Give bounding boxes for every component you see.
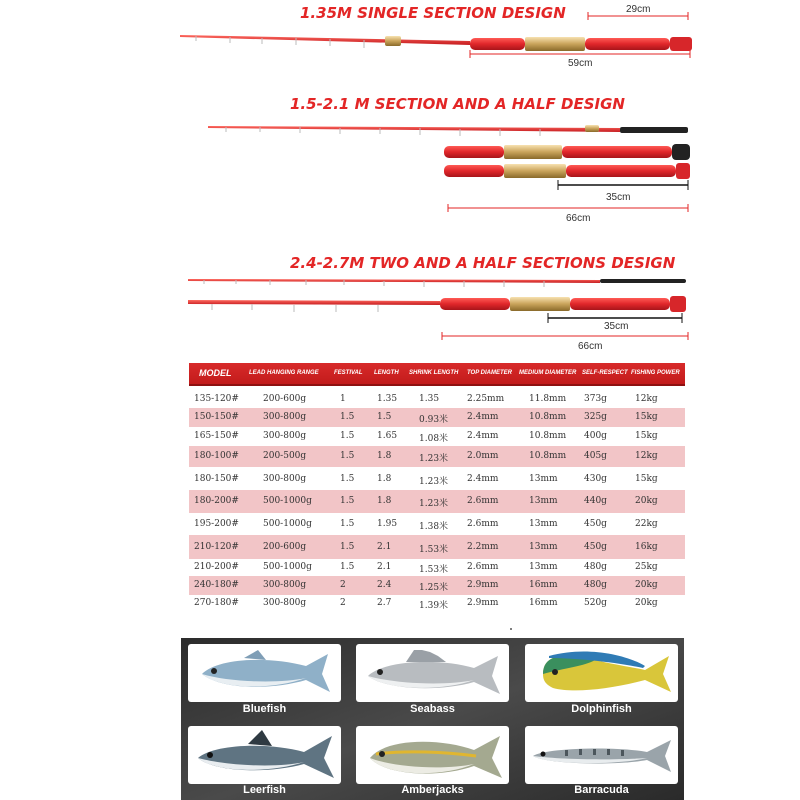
cell-lead-range: 300-800g: [263, 474, 307, 484]
cell-fishing-power: 25kg: [635, 562, 658, 572]
cell-festival: 2: [340, 580, 346, 590]
cell-lead-range: 500-1000g: [263, 562, 312, 572]
cell-self-respect: 450g: [584, 519, 607, 529]
cell-model: 180-100#: [194, 451, 239, 461]
cell-top-diameter: 2.0mm: [467, 451, 499, 461]
fish-card-amberjacks: [356, 726, 509, 784]
cell-medium-diameter: 13mm: [529, 474, 558, 484]
cell-shrink-length: 1.53米: [419, 565, 449, 575]
fish-label-leerfish: Leerfish: [243, 784, 286, 796]
amberjacks-image: [356, 726, 509, 784]
section-1-total-length: 59cm: [568, 58, 593, 69]
cell-festival: 1.5: [340, 412, 355, 422]
cell-fishing-power: 20kg: [635, 580, 658, 590]
table-row: [189, 513, 685, 535]
cell-length: 2.1: [377, 542, 392, 552]
header-length: LENGTH: [374, 370, 399, 376]
table-row: [189, 595, 685, 612]
spec-table-header: [189, 363, 685, 386]
cell-top-diameter: 2.4mm: [467, 412, 499, 422]
header-self-respect: SELF-RESPECT: [582, 370, 628, 376]
cell-self-respect: 325g: [584, 412, 607, 422]
decorative-dot: [510, 628, 512, 630]
cell-festival: 1.5: [340, 519, 355, 529]
cell-festival: 1: [340, 394, 346, 404]
cell-medium-diameter: 13mm: [529, 496, 558, 506]
fish-label-bluefish: Bluefish: [242, 703, 287, 715]
table-row: [189, 576, 685, 595]
cell-top-diameter: 2.9mm: [467, 598, 499, 608]
cell-shrink-length: 1.38米: [419, 522, 449, 532]
rod-diagrams: [0, 0, 800, 360]
cell-fishing-power: 15kg: [635, 474, 658, 484]
cell-model: 240-180#: [194, 580, 239, 590]
section-3-title: 2.4-2.7M TWO AND A HALF SECTIONS DESIGN: [290, 254, 676, 272]
cell-shrink-length: 1.23米: [419, 454, 449, 464]
fish-card-seabass: [356, 644, 509, 702]
cell-length: 1.65: [377, 431, 398, 441]
cell-festival: 1.5: [340, 431, 355, 441]
cell-shrink-length: 1.39米: [419, 601, 449, 611]
cell-lead-range: 500-1000g: [263, 496, 312, 506]
cell-self-respect: 520g: [584, 598, 607, 608]
cell-lead-range: 300-800g: [263, 580, 307, 590]
cell-length: 2.4: [377, 580, 392, 590]
cell-fishing-power: 15kg: [635, 412, 658, 422]
header-lead-range: LEAD HANGING RANGE: [249, 370, 319, 376]
cell-model: 270-180#: [194, 598, 239, 608]
fish-label-dolphinfish: Dolphinfish: [571, 703, 632, 715]
cell-lead-range: 300-800g: [263, 598, 307, 608]
cell-medium-diameter: 10.8mm: [529, 412, 567, 422]
cell-model: 195-200#: [194, 519, 239, 529]
header-shrink-length: SHRINK LENGTH: [409, 370, 459, 376]
table-row: [189, 427, 685, 446]
section-2-handle-length: 35cm: [606, 192, 631, 203]
target-fish-panel: [181, 638, 684, 800]
cell-model: 180-200#: [194, 496, 239, 506]
cell-lead-range: 300-800g: [263, 431, 307, 441]
header-fishing-power: FISHING POWER: [631, 370, 680, 376]
cell-self-respect: 405g: [584, 451, 607, 461]
cell-top-diameter: 2.9mm: [467, 580, 499, 590]
cell-model: 210-200#: [194, 562, 239, 572]
fish-card-leerfish: [188, 726, 341, 784]
bluefish-image: [188, 644, 341, 702]
cell-fishing-power: 20kg: [635, 598, 658, 608]
cell-lead-range: 500-1000g: [263, 519, 312, 529]
cell-top-diameter: 2.2mm: [467, 542, 499, 552]
cell-model: 165-150#: [194, 431, 239, 441]
cell-medium-diameter: 13mm: [529, 562, 558, 572]
cell-model: 210-120#: [194, 542, 239, 552]
cell-fishing-power: 12kg: [635, 451, 658, 461]
cell-top-diameter: 2.6mm: [467, 519, 499, 529]
table-row: [189, 535, 685, 559]
cell-length: 2.1: [377, 562, 392, 572]
cell-medium-diameter: 10.8mm: [529, 451, 567, 461]
cell-model: 150-150#: [194, 412, 239, 422]
cell-shrink-length: 1.35: [419, 394, 440, 404]
fish-card-dolphinfish: [525, 644, 678, 702]
fish-label-seabass: Seabass: [410, 703, 455, 715]
cell-lead-range: 200-600g: [263, 542, 307, 552]
cell-shrink-length: 0.93米: [419, 415, 449, 425]
cell-lead-range: 200-500g: [263, 451, 307, 461]
cell-length: 2.7: [377, 598, 392, 608]
header-festival: FESTIVAL: [334, 370, 363, 376]
dolphinfish-image: [525, 644, 678, 702]
section-2-title: 1.5-2.1 M SECTION AND A HALF DESIGN: [290, 95, 625, 113]
cell-self-respect: 400g: [584, 431, 607, 441]
cell-model: 135-120#: [194, 394, 239, 404]
cell-shrink-length: 1.25米: [419, 583, 449, 593]
section-1-handle-length: 29cm: [626, 4, 651, 15]
cell-model: 180-150#: [194, 474, 239, 484]
cell-self-respect: 450g: [584, 542, 607, 552]
table-row: [189, 391, 685, 408]
header-top-diameter: TOP DIAMETER: [467, 370, 513, 376]
cell-fishing-power: 20kg: [635, 496, 658, 506]
fish-card-barracuda: [525, 726, 678, 784]
fish-label-amberjacks: Amberjacks: [401, 784, 464, 796]
cell-lead-range: 300-800g: [263, 412, 307, 422]
cell-festival: 1.5: [340, 496, 355, 506]
table-row: [189, 490, 685, 513]
fish-card-bluefish: [188, 644, 341, 702]
cell-length: 1.35: [377, 394, 398, 404]
cell-medium-diameter: 13mm: [529, 542, 558, 552]
cell-length: 1.8: [377, 451, 392, 461]
barracuda-image: [525, 726, 678, 784]
leerfish-image: [188, 726, 341, 784]
cell-self-respect: 373g: [584, 394, 607, 404]
cell-shrink-length: 1.53米: [419, 545, 449, 555]
cell-length: 1.5: [377, 412, 392, 422]
table-row: [189, 446, 685, 467]
cell-top-diameter: 2.6mm: [467, 562, 499, 572]
cell-fishing-power: 12kg: [635, 394, 658, 404]
cell-length: 1.8: [377, 474, 392, 484]
seabass-image: [356, 644, 509, 702]
cell-shrink-length: 1.23米: [419, 499, 449, 509]
cell-festival: 1.5: [340, 542, 355, 552]
cell-top-diameter: 2.4mm: [467, 474, 499, 484]
cell-fishing-power: 16kg: [635, 542, 658, 552]
cell-festival: 2: [340, 598, 346, 608]
table-row: [189, 408, 685, 427]
cell-length: 1.8: [377, 496, 392, 506]
table-row: [189, 559, 685, 576]
cell-medium-diameter: 16mm: [529, 580, 558, 590]
header-medium-diameter: MEDIUM DIAMETER: [519, 370, 577, 376]
cell-festival: 1.5: [340, 451, 355, 461]
cell-top-diameter: 2.6mm: [467, 496, 499, 506]
cell-top-diameter: 2.25mm: [467, 394, 505, 404]
cell-shrink-length: 1.23米: [419, 477, 449, 487]
cell-self-respect: 430g: [584, 474, 607, 484]
section-2-total-length: 66cm: [566, 213, 591, 224]
cell-medium-diameter: 10.8mm: [529, 431, 567, 441]
cell-fishing-power: 15kg: [635, 431, 658, 441]
section-1-title: 1.35M SINGLE SECTION DESIGN: [300, 4, 566, 22]
cell-fishing-power: 22kg: [635, 519, 658, 529]
cell-medium-diameter: 16mm: [529, 598, 558, 608]
cell-medium-diameter: 11.8mm: [529, 394, 567, 404]
cell-festival: 1.5: [340, 474, 355, 484]
cell-lead-range: 200-600g: [263, 394, 307, 404]
cell-self-respect: 440g: [584, 496, 607, 506]
header-model: MODEL: [199, 368, 232, 378]
table-row: [189, 468, 685, 490]
cell-top-diameter: 2.4mm: [467, 431, 499, 441]
section-3-total-length: 66cm: [578, 341, 603, 352]
fish-label-barracuda: Barracuda: [574, 784, 629, 796]
cell-shrink-length: 1.08米: [419, 434, 449, 444]
cell-self-respect: 480g: [584, 562, 607, 572]
cell-medium-diameter: 13mm: [529, 519, 558, 529]
cell-self-respect: 480g: [584, 580, 607, 590]
section-3-handle-length: 35cm: [604, 321, 629, 332]
cell-festival: 1.5: [340, 562, 355, 572]
cell-length: 1.95: [377, 519, 398, 529]
